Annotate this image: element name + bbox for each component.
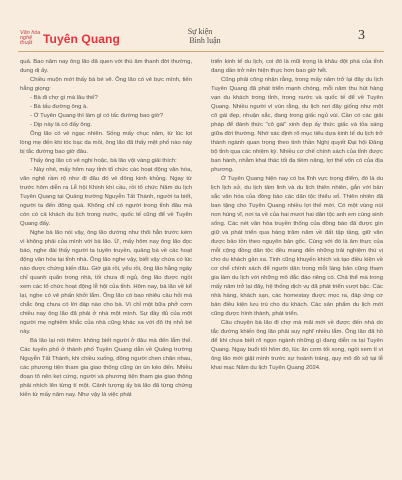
paragraph: quả. Bao năm nay ông lão đã quen với thú âm thanh đời thường, dung dị ấy. (20, 59, 192, 74)
paragraph: Nghe bà lão nói vậy, ông lão dường như thôi hẳn trước kém vì không phải của mình với bà lão. Ừ, mấy hôm nay ông lão đọc báo, nghe đài thấy người ta tuyên truyền, quảng bá về các hoạt động văn hóa tại tỉnh nhà. Ông lão nghe vậy, biết vậy chứa có lúc nào được chứng kiến đâu. Giờ già rồi, yếu rồi, ông lão hằng ngày chỉ quanh quẩn trong nhà, tối chưa đi ngủ, ông lão được ngồi xem các tổ chức hoạt động lễ hội của tỉnh. Hôm nay, bà lão về kể lại, nghe có vẻ phấn khởi lắm. Ông lão có bao nhiêu câu hỏi mà chắc ông chưa có lời đáp nào cho bà. Vì chỉ một bữa phở cơm chiều nay ông lão đã phải ở nhà một mình. Sự đầy đủ của một người mẹ nghiêm khắc của nhà cũng khác xa với đô thị nhỏ bé này. (20, 230, 192, 335)
left-column (20, 58, 192, 400)
paragraph: Chiều muộn mới thấy bà bé vẽ. Ông lão có vẻ bực mình, tiến hẳng giọng: (20, 77, 192, 92)
paragraph: Ông lão có vẻ ngạc nhiên. Sống mấy chục năm, từ lúc lọt lòng mẹ đến khi tóc bạc da mồi, ông lão đã thấy mệt phố nào này bị tắc đường bao giờ đâu. (20, 131, 192, 155)
magazine-logo (20, 28, 120, 46)
logo-small-text: Văn hóa nghệ thuật (20, 30, 41, 46)
dialogue-line: - Ở Tuyên Quang thì làm gì có tấc đường bao giờ? (30, 113, 163, 119)
header-divider (18, 51, 384, 52)
paragraph: Ở Tuyên Quang hiện nay có ba lĩnh vực trọng điểm, đó là du lịch lịch sử, du lịch tâm linh và du lịch thiên nhiên, gắn với bản sắc văn hóa của đồng bào các dân tộc thiểu số. Thiên nhiên đã ban tặng cho Tuyên Quang nhiều lợi thế mới. Có một vùng núi non hùng vĩ, nơi ta về của hai mươi hai dân tộc anh em cùng sinh sống. Các nét văn hóa truyền thống của đồng bào đã được gìn giữ và phát triển qua hàng trăm năm về đất tập tầng, giữ văn được bảo tồn theo nguyên bản gốc. Cùng với đó là âm thực của mỗi cộng đồng dân tộc đều mang đến những trải nghiệm thú vị cho du khách gần xa. Tinh cũng khuyến khích và tạo điều kiện về cơ chế chính sách để người dân trong mỗi làng bản cũng tham gia làm du lịch với những mô đắc đáo riêng có. Chả thể mà trong mấy năm trở lại đây, hệ thống dịch vụ đã phát triển vượt bậc. Các nhà hàng, khách sạn, các homestay được mọc ra, đáp ứng cơ bản điều kiện lưu trú cho du khách. Các sản phẩm du lịch mới cũng được hình thành, phát triển. (211, 176, 383, 317)
paragraph: Cũng phải công nhận rằng, trong mấy năm trở lại đây du lịch Tuyên Quang đã phát triển mạnh chóng, mỗi năm thu hút hàng vạn du khách trong tỉnh, trong nước và quốc tế để về Tuyên Quang. Nhiều người vì vùn rằng, du lịch nơi đây giống như một cô gái đẹp, nhuận sắc, đang trong giấc ngủ vùi. Cần có các giải pháp để đánh thức "cô gái" xinh đẹp ấy thức giấc và tỏa sáng giữa đời thường. Nhớ xác định rõ mục tiêu dựa kinh tế du lịch trở thành ngành quan trọng theo tinh thần Nghị quyết Đại hội Đảng bộ tỉnh qua các nhiệm kỳ. Nhiều cơ chế chính sách của tỉnh được ban hành, nhằm khai thác tối đa tiềm năng, lợi thế vốn có của địa phương. (211, 77, 383, 173)
section-title (150, 27, 250, 45)
paragraph: triển kinh tế du lịch, coi đó là mũi trọng là khâu đột phá của tỉnh đang dần trở nên hiện thực hơn bao giờ hết. (211, 59, 383, 74)
paragraph: Thấy ông lão có vẻ nghi hoặc, bà lão vội vàng giải thích: (30, 158, 177, 164)
dialogue-line: - Bà đi chợ gì mà lâu thế? (30, 95, 98, 101)
paragraph: Câu chuyện bà lão đi chợ mà mãi mới về được đến nhà do tắc đường khiến ông lão phải suy nghĩ nhiều lắm. Ông lão đã hồ để khi chưa biết rõ ngọn ngành những gì đang diễn ra tại Tuyên Quang. Ngay buổi tối hôm đó, lúc ăn cơm tối xong, ngồi xem tí vi ông lão mới giật mình trước sự hoành tráng, quy mô đồ sộ tại lễ khai mạc Năm du lịch Tuyên Quang 2024. (211, 320, 383, 371)
logo-main-text: Tuyên Quang (43, 32, 120, 46)
right-column (211, 58, 383, 373)
section-line-2: Bình luận (189, 36, 221, 45)
dialogue-line: - Bà tấu đường ông à. (30, 104, 88, 110)
section-line-1: Sự kiện (187, 27, 213, 36)
dialogue-line: - Dịp này là có đấy ông. (30, 122, 92, 128)
page-header (0, 0, 402, 58)
paragraph: Bà lão lại nói thêm: không biết người ở đâu mà đến lắm thế. Các tuyến phố ở thành phố Tuyên Quang dẫn về Quảng trường Nguyễn Tất Thành, khi chiều xuống, đông người chen chân nhau, các phương tiện tham gia giao thông cũng ùn ùn kéo đến. Nhiều đoạn tô nên kẹt cứng, người và phương tiện tham gia giao thông phải nhích lên từng tí một. Cảnh tượng ấy bà lão đã từng chứng kiến từ mấy năm nay. Như vậy là việc phát (20, 338, 192, 398)
paragraph: - Này nhé, mấy hôm nay tỉnh tổ chức các hoạt động văn hóa, văn nghệ rầm rộ như đi đâu đó vẻ đông kinh khủng. Ngay từ trước hôm diễn ra Lễ hội Khinh khí cầu, rồi tổ chức Năm du lịch Tuyên Quang tại Quảng trường Nguyễn Tất Thành, người ta biết, người ta đến đông quá. Không chỉ có người trong tỉnh đâu mà còn có cả khách du lịch trong nước, quốc tế cũng để về Tuyên Quang đấy. (20, 167, 192, 227)
page-number: 3 (358, 28, 365, 43)
